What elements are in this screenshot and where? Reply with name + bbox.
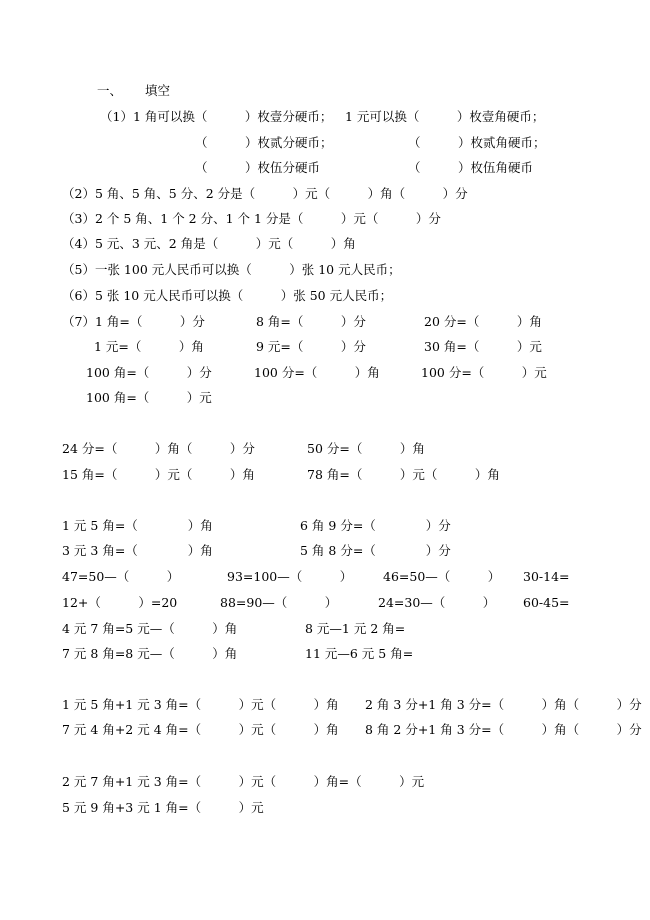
q7-b3: 30 角=（ ）元 xyxy=(424,339,542,354)
p2-c2: 93=100—（ ） xyxy=(227,569,353,584)
p2-f2: 11 元—6 元 5 角= xyxy=(305,646,414,661)
q6-line: （6）5 张 10 元人民币可以换（ ）张 50 元人民币； xyxy=(62,288,393,303)
p2-b1: 3 元 3 角=（ ）角 xyxy=(62,543,213,558)
p2-d1: 12+（ ）=20 xyxy=(62,595,178,610)
p2-f1: 7 元 8 角=8 元—（ ）角 xyxy=(62,646,238,661)
q7-a2: 8 角=（ ）分 xyxy=(256,314,366,329)
q1-row3-left: （ ）枚伍分硬币 xyxy=(195,160,321,175)
p2-e1: 4 元 7 角=5 元—（ ）角 xyxy=(62,621,238,636)
p4-b1: 5 元 9 角+3 元 1 角=（ ）元 xyxy=(62,800,264,815)
p3-b1: 7 元 4 角+2 元 4 角=（ ）元（ ）角 xyxy=(62,722,339,737)
q1-row3-right: （ ）枚伍角硬币 xyxy=(408,160,534,175)
p2-e2: 8 元—1 元 2 角= xyxy=(305,621,406,636)
p1-a1: 24 分=（ ）角（ ）分 xyxy=(62,441,255,456)
p2-c1: 47=50—（ ） xyxy=(62,569,180,584)
p1-b2: 78 角=（ ）元（ ）角 xyxy=(307,467,500,482)
q7-d1: 100 角=（ ）元 xyxy=(86,390,212,405)
p2-a2: 6 角 9 分=（ ）分 xyxy=(300,518,451,533)
p3-a1: 1 元 5 角+1 元 3 角=（ ）元（ ）角 xyxy=(62,697,339,712)
q1-row2-right: （ ）枚贰角硬币； xyxy=(408,135,546,150)
q7-a3: 20 分=（ ）角 xyxy=(424,314,542,329)
p2-b2: 5 角 8 分=（ ）分 xyxy=(300,543,451,558)
q7-b1: 1 元=（ ）角 xyxy=(94,339,204,354)
p2-d4: 60-45= xyxy=(523,595,570,610)
p2-d3: 24=30—（ ） xyxy=(378,595,496,610)
p4-a1: 2 元 7 角+1 元 3 角=（ ）元（ ）角=（ ）元 xyxy=(62,774,425,789)
p1-a2: 50 分=（ ）角 xyxy=(307,441,425,456)
q2-line: （2）5 角、5 角、5 分、2 分是（ ）元（ ）角（ ）分 xyxy=(62,186,468,201)
p2-c3: 46=50—（ ） xyxy=(383,569,501,584)
q1-row1-left: （1）1 角可以换（ ）枚壹分硬币； xyxy=(100,109,333,124)
q1-row1-right: 1 元可以换（ ）枚壹角硬币； xyxy=(345,109,545,124)
q4-line: （4）5 元、3 元、2 角是（ ）元（ ）角 xyxy=(62,236,356,251)
section-title: 填空 xyxy=(145,83,171,98)
p1-b1: 15 角=（ ）元（ ）角 xyxy=(62,467,255,482)
q7-a1: （7）1 角=（ ）分 xyxy=(62,314,205,329)
p3-b2: 8 角 2 分+1 角 3 分=（ ）角（ ）分 xyxy=(365,722,642,737)
q1-row2-left: （ ）枚贰分硬币； xyxy=(195,135,333,150)
q7-b2: 9 元=（ ）分 xyxy=(256,339,366,354)
section-number: 一、 xyxy=(97,83,123,98)
p2-a1: 1 元 5 角=（ ）角 xyxy=(62,518,213,533)
p2-c4: 30-14= xyxy=(523,569,570,584)
q7-c1: 100 角=（ ）分 xyxy=(86,365,212,380)
q7-c2: 100 分=（ ）角 xyxy=(254,365,380,380)
p3-a2: 2 角 3 分+1 角 3 分=（ ）角（ ）分 xyxy=(365,697,642,712)
q7-c3: 100 分=（ ）元 xyxy=(421,365,547,380)
p2-d2: 88=90—（ ） xyxy=(220,595,338,610)
q5-line: （5）一张 100 元人民币可以换（ ）张 10 元人民币； xyxy=(62,262,401,277)
q3-line: （3）2 个 5 角、1 个 2 分、1 个 1 分是（ ）元（ ）分 xyxy=(62,211,441,226)
